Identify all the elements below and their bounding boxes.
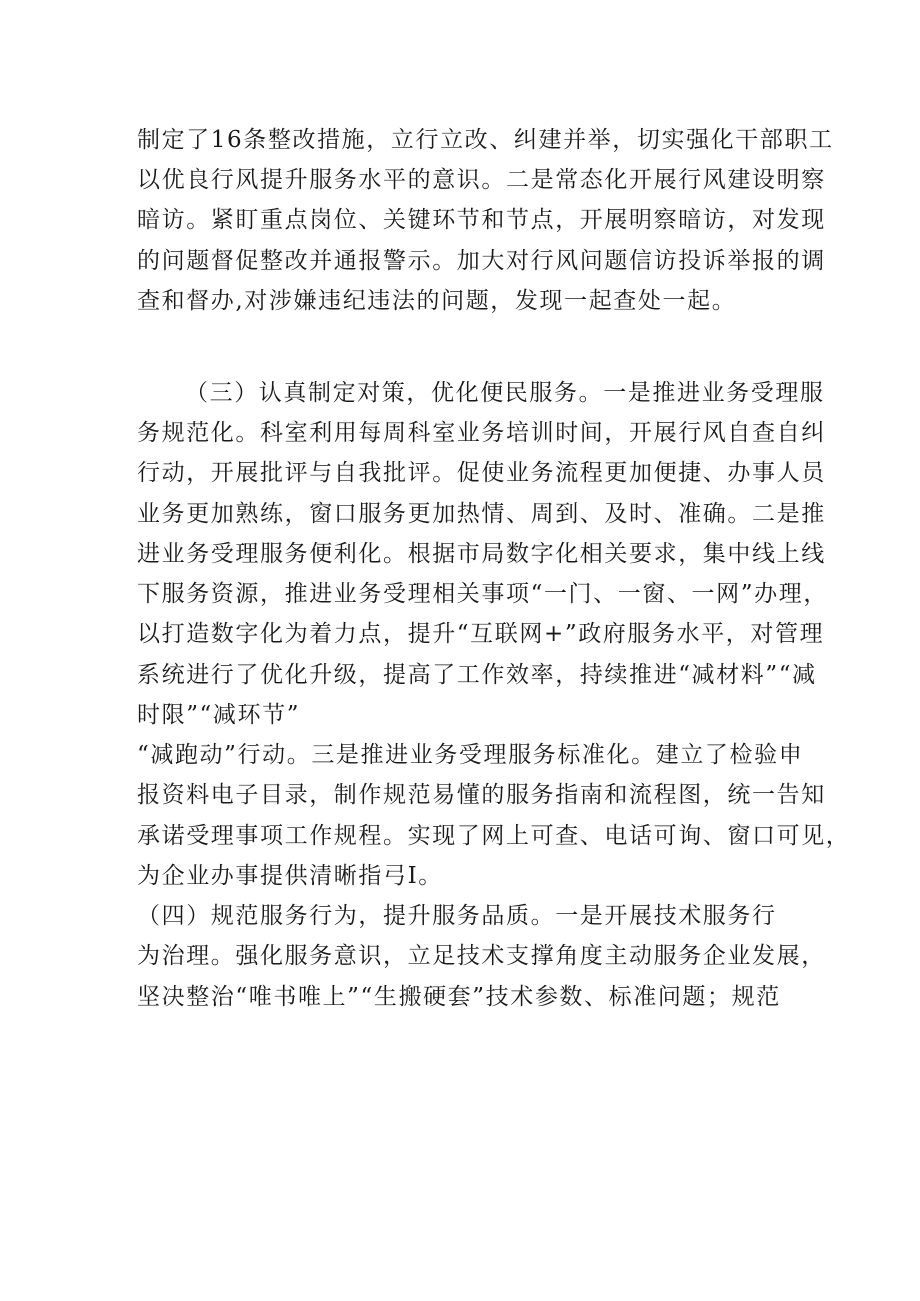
text-line: 报资料电子目录，制作规范易懂的服务指南和流程图，统一告知 (137, 782, 826, 808)
text-line: （四）规范服务行为，提升服务品质。一是开展技术服务行 (137, 903, 777, 929)
text-line: 承诺受理事项工作规程。实现了网上可查、电话可询、窗口可见， (137, 823, 851, 849)
text-line: 坚决整治“唯书唯上”“生搬硬套”技术参数、标准问题；规范 (137, 984, 781, 1010)
text-line: 务规范化。科室利用每周科室业务培训时间，开展行风自查自纠 (137, 420, 826, 446)
text-line: 的问题督促整改并通报警示。加大对行风问题信访投诉举报的调 (137, 248, 826, 274)
text-line: 查和督办,对涉嫌违纪违法的问题，发现一起查处一起。 (137, 288, 737, 314)
text-line: 为治理。强化服务意识，立足技术支撑角度主动服务企业发展， (137, 943, 826, 969)
text-line: 系统进行了优化升级，提高了工作效率，持续推进“减材料”“减 (137, 662, 817, 688)
text-line: 暗访。紧盯重点岗位、关键环节和节点，开展明察暗访，对发现 (137, 207, 826, 233)
text-line: 时限”“减环节” (137, 702, 301, 728)
text-line: 下服务资源，推进业务受理相关事项“一门、一窗、一网”办理， (137, 581, 828, 607)
text-line: 为企业办事提供清晰指弓I。 (137, 863, 443, 889)
text-line: 行动，开展批评与自我批评。促使业务流程更加便捷、办事人员 (137, 460, 826, 486)
text-line: 制定了16条整改措施，立行立改、纠建并举，切实强化干部职工 (137, 127, 834, 153)
text-line: 以优良行风提升服务水平的意识。二是常态化开展行风建设明察 (137, 167, 826, 193)
text-line: 以打造数字化为着力点，提升“互联网+”政府服务水平，对管理 (137, 621, 825, 647)
text-line: 进业务受理服务便利化。根据市局数字化相关要求，集中线上线 (137, 541, 826, 567)
text-line: “减跑动”行动。三是推进业务受理服务标准化。建立了检验申 (137, 742, 804, 768)
text-line: 业务更加熟练，窗口服务更加热情、周到、及时、准确。二是推 (137, 501, 826, 527)
paragraph-3-first-line: （三）认真制定对策，优化便民服务。一是推进业务受理服 (185, 380, 825, 406)
